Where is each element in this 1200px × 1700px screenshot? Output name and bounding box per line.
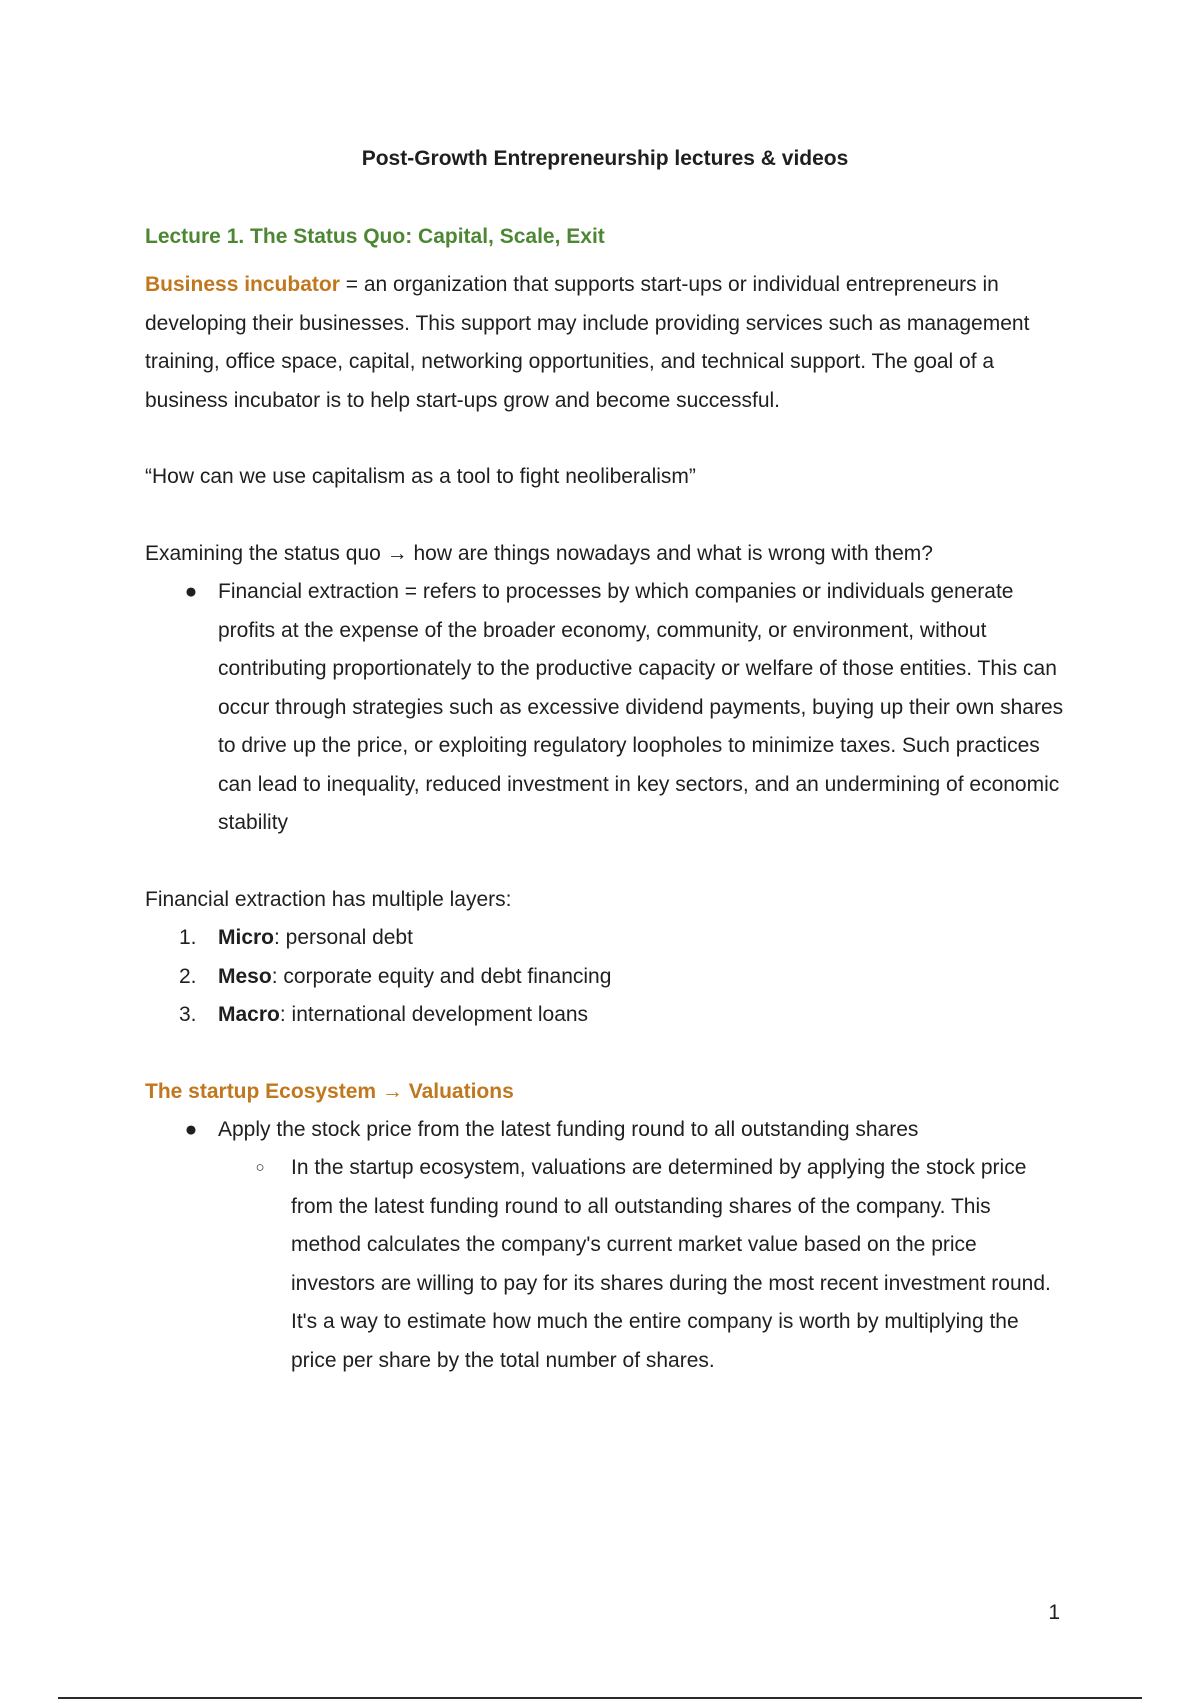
hollow-bullet-icon: ○	[255, 1159, 265, 1176]
ecosystem-list	[145, 1111, 1065, 1381]
layer-term: Micro	[218, 926, 275, 949]
spacer	[145, 497, 1065, 535]
spacer	[145, 420, 1065, 458]
layers-list	[145, 919, 1065, 1035]
incubator-paragraph	[145, 266, 1065, 420]
ecosystem-heading: The startup Ecosystem → Valuations	[145, 1079, 514, 1103]
valuation-explanation: In the startup ecosystem, valuations are determined by applying the stock price from the latest funding round to all outstanding shares of the company. This method calculates the company's current market value based on the price investors are willing to pay for its shares during the most recent investment round. It's a way to estimate how much the entire company is worth by multiplying the price per share by the total number of shares.	[291, 1156, 1051, 1372]
spacer	[145, 843, 1065, 881]
list-number: 1.	[179, 926, 197, 949]
layer-description: : personal debt	[274, 926, 413, 949]
list-number: 2.	[179, 964, 197, 988]
status-quo-list	[145, 573, 1065, 843]
spacer	[145, 1035, 1065, 1073]
page-bottom-divider	[58, 1697, 1142, 1699]
list-number: 3.	[179, 1003, 197, 1026]
incubator-definition: = an organization that supports start-ups or individual entrepreneurs in developing their businesses. This support may include providing services such as management training, office space, capital, networking opportunities, and technical support. The goal of a business incubator is to help start-ups grow and become successful.	[145, 273, 1030, 412]
lecture-heading: Lecture 1. The Status Quo: Capital, Scale, Exit	[145, 225, 605, 248]
layer-term: Macro	[218, 1003, 280, 1026]
layer-description: : international development loans	[279, 1003, 589, 1026]
layer-term: Meso	[218, 964, 272, 988]
list-item	[145, 919, 1065, 958]
status-quo-intro: Examining the status quo → how are things nowadays and what is wrong with them?	[145, 541, 933, 565]
list-item	[145, 573, 1065, 843]
quote-paragraph: “How can we use capitalism as a tool to fight neoliberalism”	[145, 465, 696, 488]
bullet-icon: ●	[184, 580, 198, 603]
valuation-bullet: Apply the stock price from the latest funding round to all outstanding shares	[218, 1117, 919, 1141]
list-item	[145, 996, 1065, 1035]
financial-extraction-definition: Financial extraction = refers to processes by which companies or individuals generate profits at the expense of the broader economy, community, or environment, without contributing proportionately to the productive capacity or welfare of those entities. This can occur through strategies such as excessive dividend payments, buying up their own shares to drive up the price, or exploiting regulatory loopholes to minimize taxes. Such practices can lead to inequality, reduced investment in key sectors, and an undermining of economic stability	[218, 580, 1064, 834]
layer-description: : corporate equity and debt financing	[271, 964, 612, 988]
document-title: Post-Growth Entrepreneurship lectures & videos	[361, 147, 849, 170]
ecosystem-sub-list	[218, 1149, 1065, 1380]
list-item	[145, 1111, 1065, 1381]
list-item	[218, 1149, 1065, 1380]
list-item	[145, 958, 1065, 997]
document-content	[145, 140, 1065, 1380]
layers-intro: Financial extraction has multiple layers:	[145, 887, 512, 911]
bullet-icon: ●	[184, 1117, 198, 1141]
page-number: 1	[1048, 1601, 1060, 1624]
incubator-term: Business incubator	[145, 273, 340, 296]
